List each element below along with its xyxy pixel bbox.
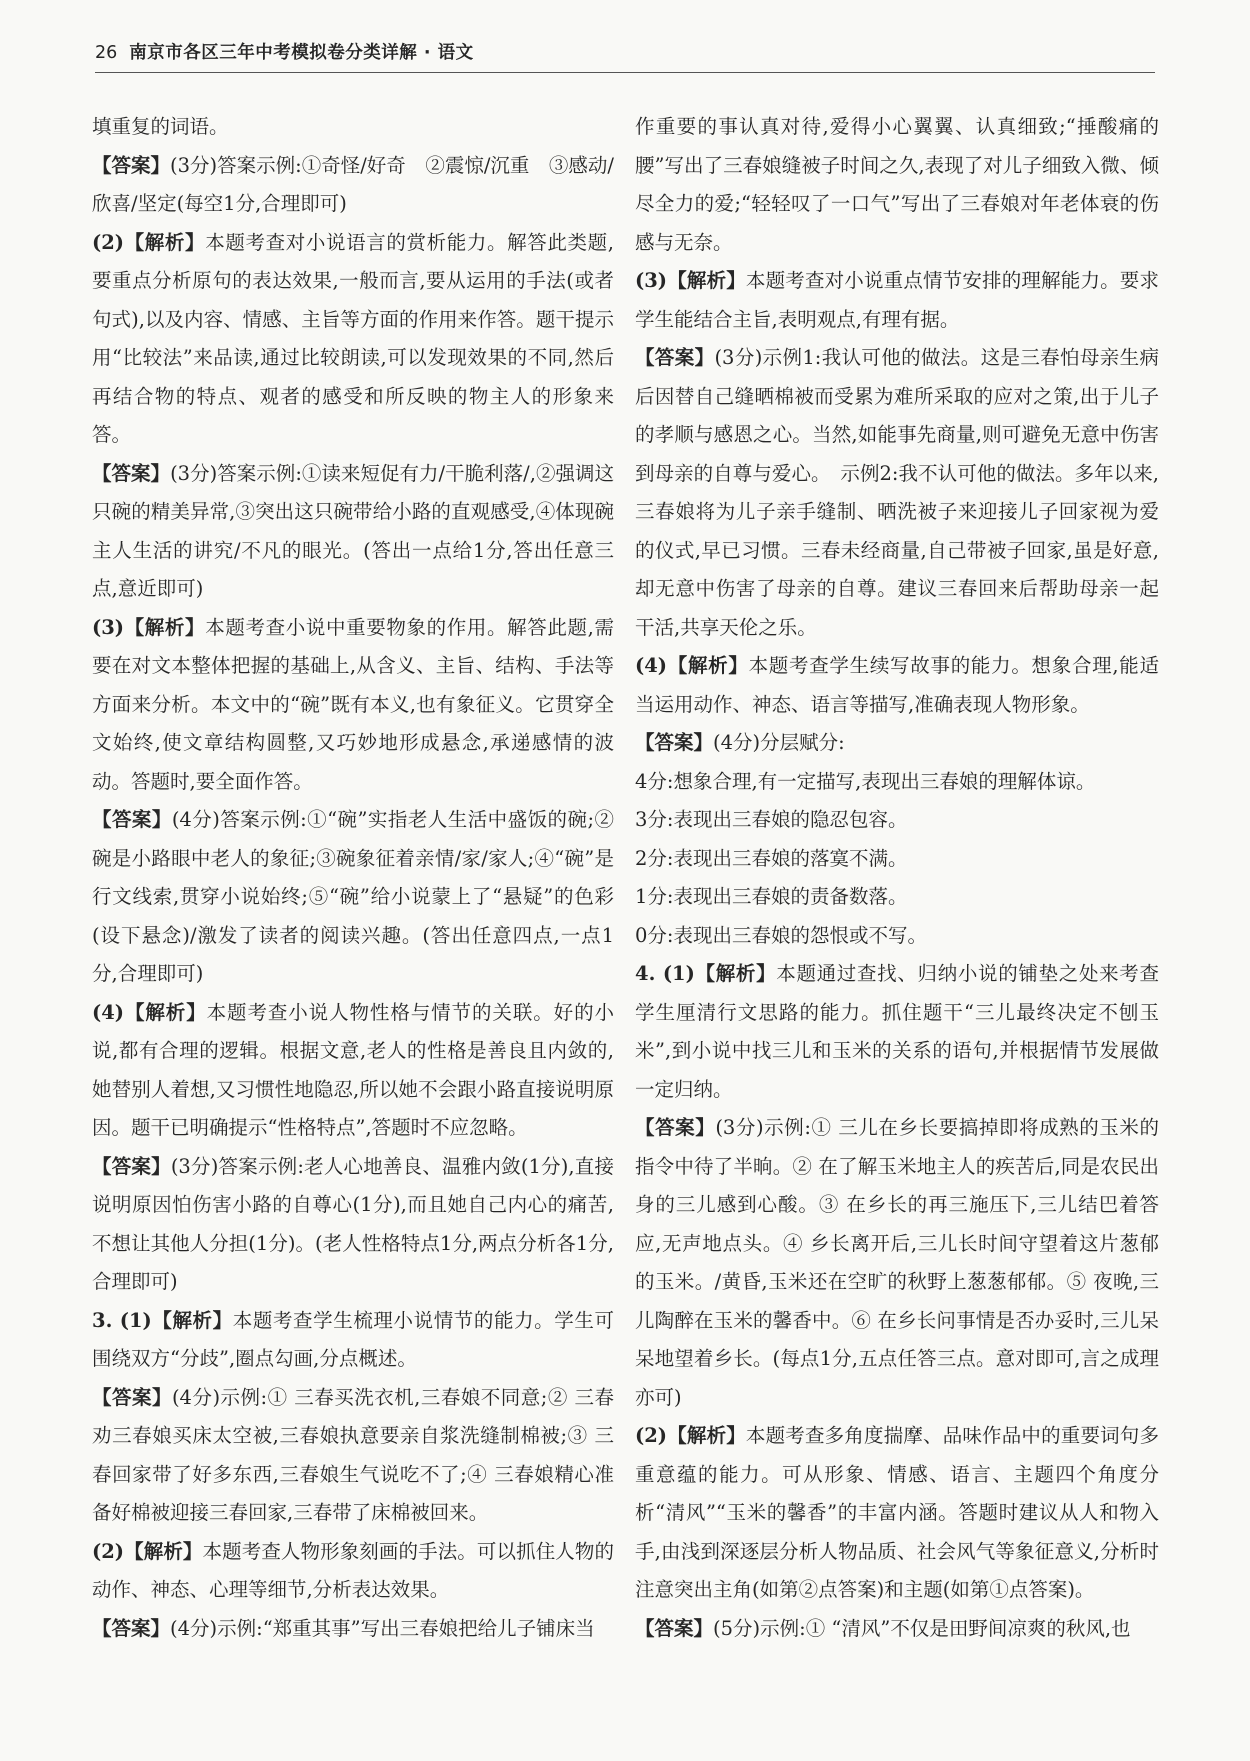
paragraph-text: 本题考查小说人物性格与情节的关联。好的小说,都有合理的逻辑。根据文意,老人的性格是善良且内敛的,她替别人着想,又习惯性地隐忍,所以她不会跟小路直接说明原因。题干已明确提示“性格特点”,答题时不应忽略。: [92, 1000, 614, 1139]
paragraph: [92, 1302, 614, 1379]
paragraph-text: 本题考查学生续写故事的能力。想象合理,能适当运用动作、神态、语言等描写,准确表现人物形象。: [635, 654, 1159, 716]
paragraph: [635, 917, 1159, 956]
paragraph: [635, 108, 1159, 262]
section-tag: 【解析】: [694, 962, 777, 985]
section-tag: 【解析】: [124, 1539, 203, 1563]
section-tag: 【解析】: [667, 1424, 746, 1447]
page-number: 26: [95, 43, 118, 63]
paragraph: [635, 1417, 1159, 1610]
paragraph-text: 填重复的词语。: [92, 115, 229, 138]
question-number: 3. (1): [92, 1308, 152, 1332]
question-number: (2): [635, 1424, 668, 1447]
paragraph-text: 作重要的事认真对待,爱得小心翼翼、认真细致;“捶酸痛的腰”写出了三春娘缝被子时间之久,表现了对儿子细致入微、倾尽全力的爱;“轻轻叹了一口气”写出了三春娘对年老体衰的伤感与无奈。: [635, 115, 1159, 254]
paragraph: [92, 224, 614, 455]
paragraph: [92, 455, 614, 609]
right-column: [635, 108, 1159, 1648]
paragraph: [635, 878, 1159, 917]
paragraph: [92, 147, 614, 224]
section-tag: 【解析】: [667, 269, 746, 292]
running-header: [95, 38, 1155, 73]
section-tag: 【答案】: [92, 1154, 171, 1178]
section-tag: 【答案】: [635, 1616, 714, 1640]
paragraph: [92, 1148, 614, 1302]
paragraph: [635, 1610, 1159, 1649]
paragraph-text: (3分)示例:① 三儿在乡长要搞掉即将成熟的玉米的指令中待了半晌。② 在了解玉米地主人的疾苦后,同是农民出身的三儿感到心酸。③ 在乡长的再三施压下,三儿结巴着答应,无声地点头。④ 乡长离开后,三儿长时间守望着这片葱郁的玉米。/黄昏,玉米还在空旷的秋野上葱葱郁郁。⑤ 夜晚,三儿陶醉在玉米的馨香中。⑥ 在乡长问事情是否办妥时,三儿呆呆地望着乡长。(每点1分,五点任答三点。意对即可,言之成理亦可): [635, 1116, 1159, 1409]
paragraph-text: (3分)答案示例:老人心地善良、温雅内敛(1分),直接说明原因怕伤害小路的自尊心(1分),而且她自己内心的痛苦,不想让其他人分担(1分)。(老人性格特点1分,两点分析各1分,合理即可): [92, 1154, 614, 1293]
paragraph-text: 本题通过查找、归纳小说的铺垫之处来考查学生厘清行文思路的能力。抓住题干“三儿最终决定不刨玉米”,到小说中找三儿和玉米的关系的语句,并根据情节发展做一定归纳。: [635, 962, 1159, 1101]
section-tag: 【答案】: [92, 461, 171, 485]
paragraph: [92, 1533, 614, 1610]
left-column: [92, 108, 614, 1648]
paragraph-text: 2分:表现出三春娘的落寞不满。: [635, 846, 908, 870]
paragraph-text: (3分)示例1:我认可他的做法。这是三春怕母亲生病后因替自己缝晒棉被而受累为难所采取的应对之策,出于儿子的孝顺与感恩之心。当然,如能事先商量,则可避免无意中伤害到母亲的自尊与爱心。 示例2:我不认可他的做法。多年以来,三春娘将为儿子亲手缝制、晒洗被子来迎接儿子回家视为爱的仪式,早已习惯。三春未经商量,自己带被子回家,虽是好意,却无意中伤害了母亲的自尊。建议三春回来后帮助母亲一起干活,共享天伦之乐。: [635, 346, 1159, 639]
question-number: (3): [635, 269, 668, 292]
section-tag: 【答案】: [92, 1616, 171, 1640]
question-number: (2): [92, 1539, 125, 1563]
paragraph: [635, 801, 1159, 840]
paragraph-text: 本题考查小说中重要物象的作用。解答此题,需要在对文本整体把握的基础上,从含义、主旨、结构、手法等方面来分析。本文中的“碗”既有本义,也有象征义。它贯穿全文始终,使文章结构圆整,又巧妙地形成悬念,承递感情的波动。答题时,要全面作答。: [92, 615, 614, 793]
paragraph-text: (5分)示例:① “清风”不仅是田野间凉爽的秋风,也: [713, 1616, 1131, 1640]
section-tag: 【答案】: [92, 808, 172, 831]
section-tag: 【答案】: [92, 1385, 172, 1409]
paragraph: [635, 1109, 1159, 1417]
paragraph-text: 本题考查多角度揣摩、品味作品中的重要词句多重意蕴的能力。可从形象、情感、语言、主题四个角度分析“清风”“玉米的馨香”的丰富内涵。答题时建议从人和物入手,由浅到深逐层分析人物品质、社会风气等象征意义,分析时注意突出主角(如第②点答案)和主题(如第①点答案)。: [635, 1424, 1159, 1601]
paragraph-text: 本题考查对小说语言的赏析能力。解答此类题,要重点分析原句的表达效果,一般而言,要从运用的手法(或者句式),以及内容、情感、主旨等方面的作用来作答。题干提示用“比较法”来品读,通过比较朗读,可以发现效果的不同,然后再结合物的特点、观者的感受和所反映的物主人的形象来答。: [92, 230, 614, 446]
question-number: (4): [92, 1000, 125, 1024]
question-number: (4): [635, 654, 668, 677]
section-tag: 【答案】: [635, 731, 714, 754]
section-tag: 【解析】: [667, 654, 749, 677]
paragraph-text: (3分)答案示例:①奇怪/好奇 ②震惊/沉重 ③感动/欣喜/坚定(每空1分,合理即可): [92, 153, 614, 215]
section-tag: 【解析】: [124, 615, 206, 639]
paragraph-text: (4分)答案示例:①“碗”实指老人生活中盛饭的碗;②碗是小路眼中老人的象征;③碗象征着亲情/家/家人;④“碗”是行文线索,贯穿小说始终;⑤“碗”给小说蒙上了“悬疑”的色彩(设下悬念)/激发了读者的阅读兴趣。(答出任意四点,一点1分,合理即可): [92, 808, 614, 985]
paragraph-text: 本题考查对小说重点情节安排的理解能力。要求学生能结合主旨,表明观点,有理有据。: [635, 269, 1159, 331]
section-tag: 【答案】: [635, 1116, 716, 1139]
paragraph-text: 3分:表现出三春娘的隐忍包容。: [635, 808, 908, 831]
section-tag: 【答案】: [635, 346, 715, 369]
paragraph: [92, 108, 614, 147]
paragraph-text: (4分)分层赋分:: [713, 731, 845, 754]
section-tag: 【答案】: [92, 153, 171, 177]
paragraph: [635, 339, 1159, 647]
paragraph-text: 0分:表现出三春娘的怨恨或不写。: [635, 923, 927, 947]
question-number: (3): [92, 615, 125, 639]
paragraph: [635, 840, 1159, 879]
paragraph-text: 本题考查人物形象刻画的手法。可以抓住人物的动作、神态、心理等细节,分析表达效果。: [92, 1539, 614, 1601]
paragraph-text: (4分)示例:① 三春买洗衣机,三春娘不同意;② 三春劝三春娘买床太空被,三春娘执意要亲自浆洗缝制棉被;③ 三春回家带了好多东西,三春娘生气说吃不了;④ 三春娘精心准备好棉被迎接三春回家,三春带了床棉被回来。: [92, 1385, 614, 1524]
paragraph: [92, 609, 614, 802]
paragraph: [635, 647, 1159, 724]
book-title: 南京市各区三年中考模拟卷分类详解 · 语文: [129, 43, 474, 63]
paragraph-text: (4分)示例:“郑重其事”写出三春娘把给儿子铺床当: [170, 1616, 595, 1640]
paragraph: [635, 262, 1159, 339]
question-number: 4. (1): [635, 962, 695, 985]
paragraph: [635, 955, 1159, 1109]
section-tag: 【解析】: [151, 1308, 233, 1332]
paragraph: [92, 994, 614, 1148]
paragraph: [92, 1379, 614, 1533]
paragraph: [635, 763, 1159, 802]
section-tag: 【解析】: [124, 1000, 207, 1024]
paragraph: [92, 1610, 614, 1649]
paragraph-text: 1分:表现出三春娘的责备数落。: [635, 885, 908, 908]
paragraph-text: 4分:想象合理,有一定描写,表现出三春娘的理解体谅。: [635, 769, 1096, 793]
paragraph: [92, 801, 614, 994]
question-number: (2): [92, 230, 125, 254]
paragraph: [635, 724, 1159, 763]
paragraph-text: 本题考查学生梳理小说情节的能力。学生可围绕双方“分歧”,圈点勾画,分点概述。: [92, 1308, 614, 1370]
section-tag: 【解析】: [124, 230, 206, 254]
paragraph-text: (3分)答案示例:①读来短促有力/干脆利落/,②强调这只碗的精美异常,③突出这只碗带给小路的直观感受,④体现碗主人生活的讲究/不凡的眼光。(答出一点给1分,答出任意三点,意近即可): [92, 461, 614, 600]
